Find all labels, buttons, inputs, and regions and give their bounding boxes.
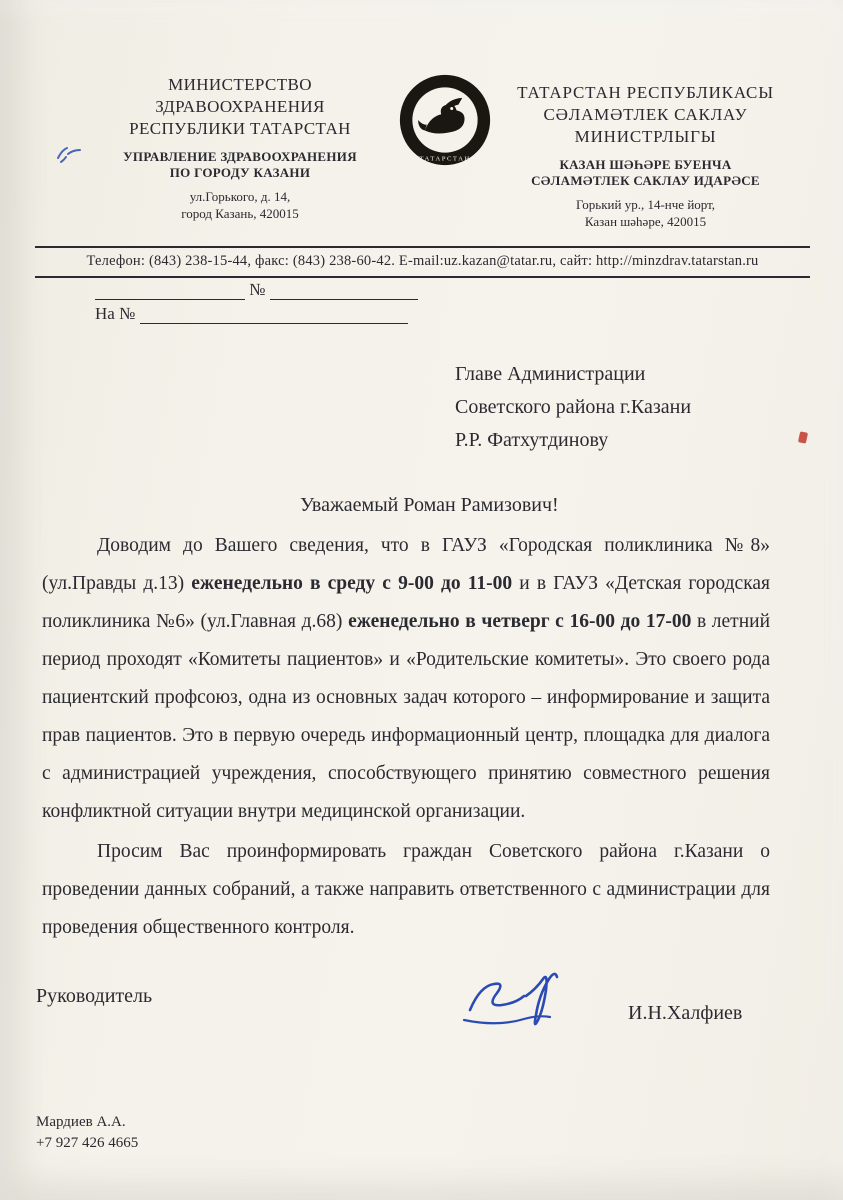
department-name-tt-line: СӘЛАМӘТЛЕК САКЛАУ ИДАРӘСЕ bbox=[531, 173, 760, 188]
seal-svg bbox=[397, 72, 493, 168]
position-title: Руководитель bbox=[36, 985, 153, 1007]
signer-name: И.Н.Халфиев bbox=[628, 1002, 743, 1024]
contact-info-bar bbox=[35, 246, 810, 278]
department-name-tt bbox=[488, 157, 803, 189]
body-paragraph-2: Просим Вас проинформировать граждан Советского района г.Казани о проведении данных собраний, а также направить ответственного с администрации для проведения общественного контроля. bbox=[42, 841, 770, 938]
body-bold-segment: еженедельно в среду с 9-00 до 11-00 bbox=[191, 573, 513, 594]
ministry-name-ru bbox=[95, 74, 385, 140]
department-name-ru bbox=[95, 149, 385, 181]
letterhead-right bbox=[488, 82, 803, 230]
department-name-ru-line: ПО ГОРОДУ КАЗАНИ bbox=[169, 165, 311, 180]
body-bold-segment: еженедельно в четверг с 16-00 до 17-00 bbox=[348, 611, 692, 632]
body-text-segment: Доводим до Вашего сведения, что в ГАУЗ «Городская поликлиника №8» (ул.Правды д.13) bbox=[42, 535, 770, 594]
body-text-segment: в летний период проходят «Комитеты пациентов» и «Родительские комитеты». Это своего рода пациентский профсоюз, одна из основных задач которого – информирование и защита прав пациентов. Это в первую очередь информационный центр, площадка для диалога с администрацией учреждения, способствующего принятию совместного решения конфликтной ситуации внутри медицинской организации. bbox=[42, 611, 771, 822]
recipient-line: Р.Р. Фатхутдинову bbox=[455, 429, 609, 451]
address-tt-line: Горький ур., 14-нче йорт, bbox=[575, 197, 716, 212]
reply-number-row bbox=[95, 304, 418, 324]
address-ru bbox=[95, 188, 385, 222]
department-name-tt-line: КАЗАН ШӘҺӘРЕ БУЕНЧА bbox=[559, 157, 732, 172]
address-ru-line: город Казань, 420015 bbox=[181, 206, 299, 221]
ministry-name-ru-line: РЕСПУБЛИКИ ТАТАРСТАН bbox=[129, 119, 351, 138]
body-paragraph-1 bbox=[42, 527, 770, 831]
letterhead-left bbox=[95, 74, 385, 222]
executor-contact bbox=[36, 1112, 138, 1154]
outgoing-number-row bbox=[95, 280, 418, 300]
ministry-name-tt-line: ТАТАРСТАН РЕСПУБЛИКАСЫ bbox=[517, 83, 774, 102]
contact-info-text: Телефон: (843) 238-15-44, факс: (843) 238-60-42. E-mail:uz.kazan@tatar.ru, сайт: http://minzdrav.tatarstan.ru bbox=[86, 253, 759, 269]
letter-body bbox=[42, 527, 770, 947]
salutation: Уважаемый Роман Рамизович! bbox=[300, 494, 559, 516]
department-name-ru-line: УПРАВЛЕНИЕ ЗДРАВООХРАНЕНИЯ bbox=[123, 149, 357, 164]
recipient-block bbox=[455, 358, 691, 457]
number-blank-line bbox=[270, 282, 418, 300]
reference-block bbox=[95, 280, 418, 324]
number-sign: № bbox=[249, 280, 266, 299]
blue-pen-mark bbox=[52, 140, 86, 168]
handwritten-signature-icon bbox=[450, 952, 610, 1047]
recipient-line: Главе Администрации bbox=[455, 363, 646, 385]
address-ru-line: ул.Горького, д. 14, bbox=[189, 189, 291, 204]
red-ink-artifact bbox=[798, 431, 808, 443]
body-text-segment: и в ГАУЗ «Детская городская поликлиника №6» (ул.Главная д.68) bbox=[42, 573, 770, 632]
executor-phone: +7 927 426 4665 bbox=[36, 1135, 139, 1151]
ministry-name-tt bbox=[488, 82, 803, 148]
reply-number-blank-line bbox=[140, 306, 408, 324]
seal-label: ТАТАРСТАН bbox=[419, 155, 471, 163]
ministry-name-tt-line: МИНИСТРЛЫГЫ bbox=[574, 127, 717, 146]
ministry-name-tt-line: СӘЛАМӘТЛЕК САКЛАУ bbox=[543, 105, 748, 124]
recipient-line: Советского района г.Казани bbox=[455, 396, 692, 418]
address-tt bbox=[488, 196, 803, 230]
address-tt-line: Казан шәһәре, 420015 bbox=[584, 214, 707, 229]
ministry-name-ru-line: ЗДРАВООХРАНЕНИЯ bbox=[155, 97, 325, 116]
tatarstan-seal-icon bbox=[397, 72, 493, 168]
executor-name: Мардиев А.А. bbox=[36, 1114, 126, 1130]
date-blank-line bbox=[95, 282, 245, 300]
ministry-name-ru-line: МИНИСТЕРСТВО bbox=[168, 75, 312, 94]
reply-number-label: На № bbox=[95, 304, 136, 323]
